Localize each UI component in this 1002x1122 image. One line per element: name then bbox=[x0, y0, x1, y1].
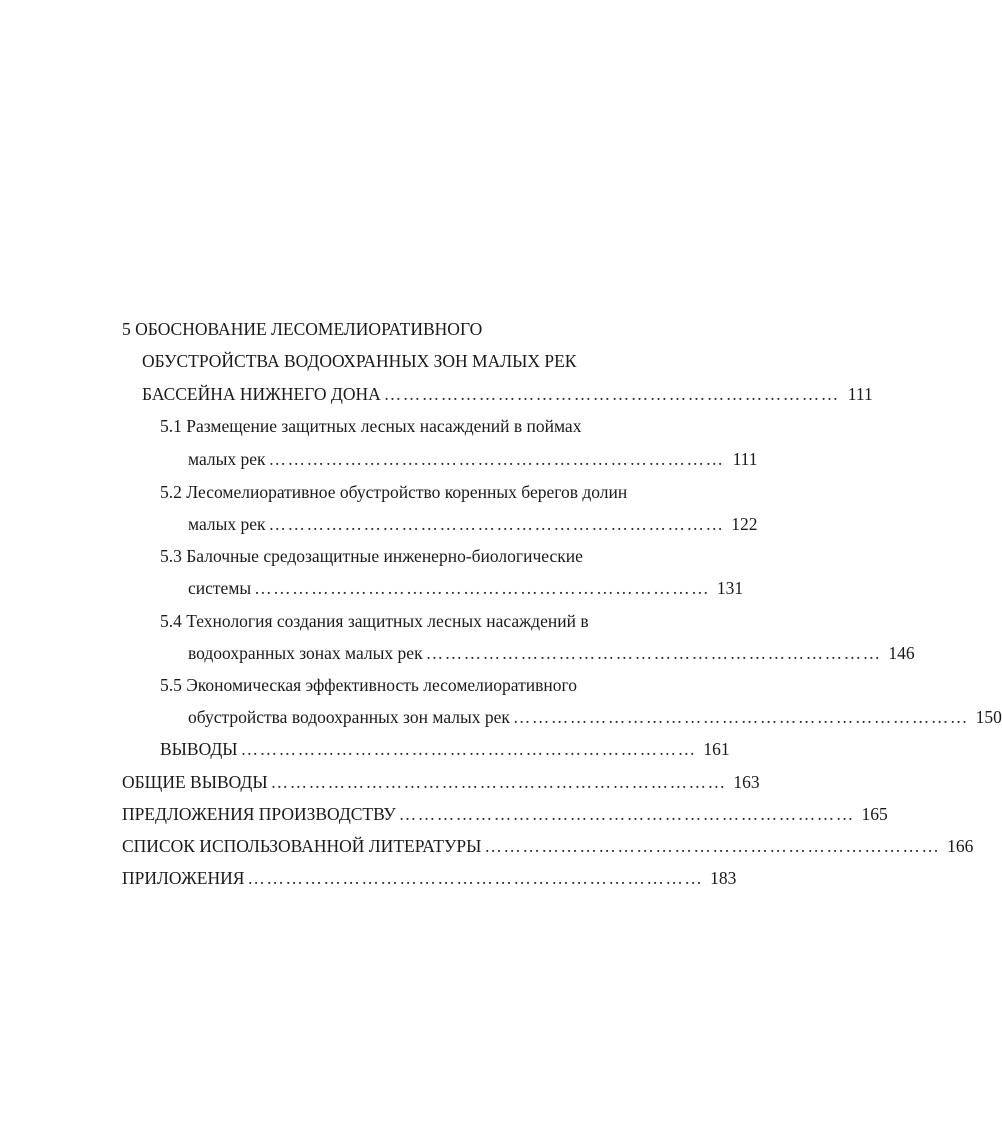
toc-page-number: 183 bbox=[710, 868, 737, 888]
toc-page-number: 161 bbox=[703, 739, 730, 759]
toc-section-5-4-line2: водоохранных зонах малых рек bbox=[188, 643, 423, 663]
toc-appendices-entry bbox=[122, 867, 737, 889]
toc-section-5-3-line2: системы bbox=[188, 578, 252, 598]
toc-leader-dots: ……………………………………………………………… bbox=[484, 836, 941, 856]
toc-leader-dots: ……………………………………………………………… bbox=[398, 804, 855, 824]
toc-section-5-3-line1: 5.3 Балочные средозащитные инженерно-биологические bbox=[160, 546, 583, 566]
toc-page-number: 111 bbox=[847, 384, 873, 404]
toc-general-conclusions-entry bbox=[122, 771, 760, 793]
toc-chapter5-entry bbox=[142, 383, 873, 405]
toc-section-5-1-line1: 5.1 Размещение защитных лесных насаждений в поймах bbox=[160, 416, 582, 436]
toc-section-5-3-entry bbox=[188, 577, 744, 599]
toc-page-number: 163 bbox=[733, 772, 760, 792]
toc-section-5-5-line1: 5.5 Экономическая эффективность лесомелиоративного bbox=[160, 675, 577, 695]
toc-conclusions-entry bbox=[160, 738, 730, 760]
toc-leader-dots: ……………………………………………………………… bbox=[425, 643, 882, 663]
toc-proposals-label: ПРЕДЛОЖЕНИЯ ПРОИЗВОДСТВУ bbox=[122, 804, 396, 824]
toc-references-entry bbox=[122, 835, 974, 857]
toc-leader-dots: ……………………………………………………………… bbox=[254, 578, 711, 598]
toc-section-5-2-line1: 5.2 Лесомелиоративное обустройство коренных берегов долин bbox=[160, 482, 628, 502]
toc-appendices-label: ПРИЛОЖЕНИЯ bbox=[122, 868, 245, 888]
toc-chapter5-title-line1: 5 ОБОСНОВАНИЕ ЛЕСОМЕЛИОРАТИВНОГО bbox=[122, 319, 483, 339]
toc-leader-dots: ……………………………………………………………… bbox=[247, 868, 704, 888]
toc-section-5-2-entry bbox=[188, 513, 758, 535]
toc-section-5-4-line1: 5.4 Технология создания защитных лесных насаждений в bbox=[160, 611, 589, 631]
toc-leader-dots: ……………………………………………………………… bbox=[270, 772, 727, 792]
toc-page-number: 131 bbox=[716, 578, 744, 598]
toc-leader-dots: ……………………………………………………………… bbox=[268, 449, 725, 469]
toc-references-label: СПИСОК ИСПОЛЬЗОВАННОЙ ЛИТЕРАТУРЫ bbox=[122, 836, 482, 856]
toc-leader-dots: ……………………………………………………………… bbox=[268, 514, 725, 534]
toc-general-conclusions-label: ОБЩИЕ ВЫВОДЫ bbox=[122, 772, 268, 792]
toc-chapter5-title-line3: БАССЕЙНА НИЖНЕГО ДОНА bbox=[142, 384, 381, 404]
toc-section-5-5-line2: обустройства водоохранных зон малых рек bbox=[188, 707, 510, 727]
toc-section-5-1-line2: малых рек bbox=[188, 449, 266, 469]
toc-leader-dots: ……………………………………………………………… bbox=[383, 384, 840, 404]
toc-section-5-4-entry bbox=[188, 642, 915, 664]
toc-page-number: 111 bbox=[732, 449, 758, 469]
toc-leader-dots: ……………………………………………………………… bbox=[240, 739, 697, 759]
toc-chapter5-title-line2: ОБУСТРОЙСТВА ВОДООХРАННЫХ ЗОН МАЛЫХ РЕК bbox=[142, 351, 577, 371]
toc-conclusions-label: ВЫВОДЫ bbox=[160, 739, 238, 759]
toc-page-number: 165 bbox=[861, 804, 888, 824]
toc-page-number: 150 bbox=[975, 707, 1002, 727]
toc-leader-dots: ……………………………………………………………… bbox=[512, 707, 969, 727]
toc-section-5-1-entry bbox=[188, 448, 758, 470]
toc-proposals-entry bbox=[122, 803, 888, 825]
toc-page-number: 146 bbox=[888, 643, 915, 663]
toc-section-5-2-line2: малых рек bbox=[188, 514, 266, 534]
toc-section-5-5-entry bbox=[188, 706, 1002, 728]
toc-page-number: 122 bbox=[731, 514, 758, 534]
toc-page-number: 166 bbox=[947, 836, 974, 856]
